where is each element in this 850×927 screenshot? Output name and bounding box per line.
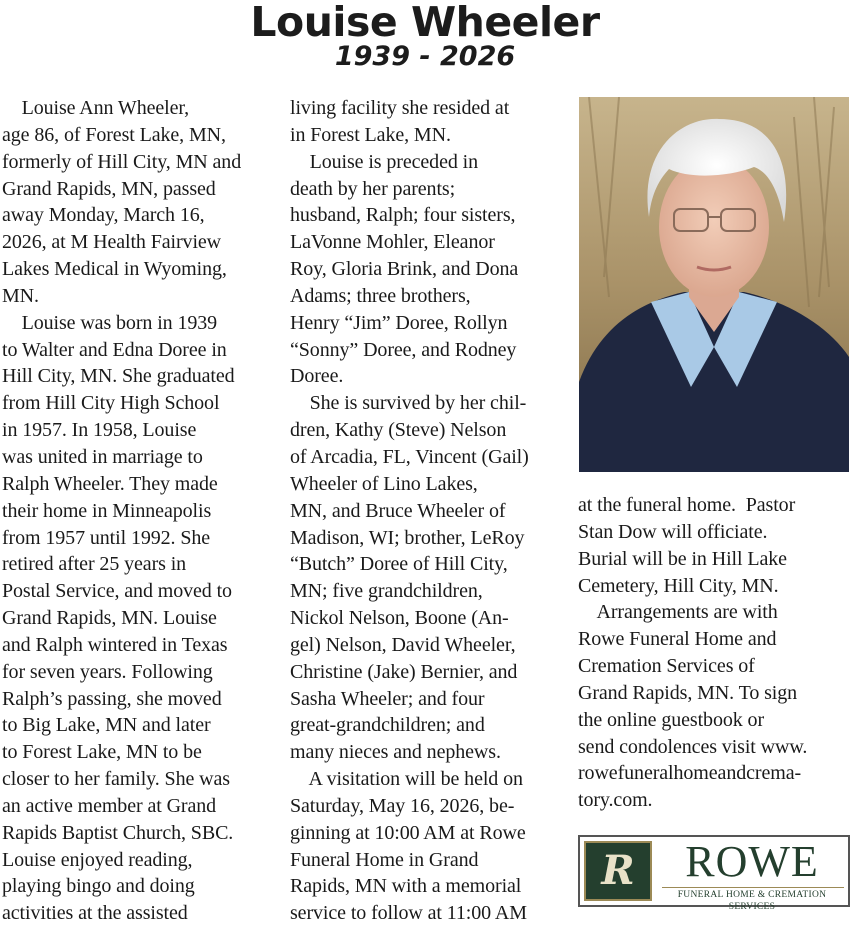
obituary-name: Louise Wheeler (250, 0, 600, 46)
logo-tagline: FUNERAL HOME & CREMATION SERVICES (677, 890, 827, 912)
body-column-3: at the funeral home. Pastor Stan Dow will officiate. Burial will be in Hill Lake Cemetery, Hill City, MN. Arrangements are with Rowe Funeral Home and Cremation Services of Grand Rapids, MN. To sign the online guestbook or send condolences visit www. rowefuneralhomeandcrema- tory.com. (578, 494, 808, 812)
body-column-1: Louise Ann Wheeler, age 86, of Forest Lake, MN, formerly of Hill City, MN and Grand Rapids, MN, passed away Monday, March 16, 2026, at M Health Fairview Lakes Medical in Wyoming, MN. Louise was born in 1939 to Walter and Edna Doree in Hill City, MN. She graduated from Hill City High School in 1957. In 1958, Louise was united in marriage to Ralph Wheeler. They made their home in Minneapolis from 1957 until 1992. She retired after 25 years in Postal Service, and moved to Grand Rapids, MN. Louise and Ralph wintered in Texas for seven years. Following Ralph’s passing, she moved to Big Lake, MN and later to Forest Lake, MN to be closer to her family. She was an active member at Grand Rapids Baptist Church, SBC. Louise enjoyed reading, playing bingo and doing activities at the assisted (2, 97, 242, 925)
body-column-2: living facility she resided at in Forest Lake, MN. Louise is preceded in death by her parents; husband, Ralph; four sisters, LaVonne Mohler, Eleanor Roy, Gloria Brink, and Dona Adams; three brothers, Henry “Jim” Doree, Rollyn “Sonny” Doree, and Rodney Doree. She is survived by her chil- dren, Kathy (Steve) Nelson of Arcadia, FL, Vincent (Gail) Wheeler of Lino Lakes, MN, and Bruce Wheeler of Madison, WI; brother, LeRoy “Butch” Doree of Hill City, MN; five grandchildren, Nickol Nelson, Boone (An- gel) Nelson, David Wheeler, Christine (Jake) Bernier, and Sasha Wheeler; and four great-grandchildren; and many nieces and nephews. A visitation will be held on Saturday, May 16, 2026, be- ginning at 10:00 AM at Rowe Funeral Home in Grand Rapids, MN with a memorial service to follow at 11:00 AM (290, 97, 529, 925)
portrait-photo (579, 97, 849, 472)
funeral-home-logo (578, 835, 850, 912)
logo-divider (662, 887, 844, 888)
logo-letter: R (601, 847, 635, 894)
obituary-dates: 1939 - 2026 (334, 41, 516, 72)
logo-monogram (584, 841, 652, 901)
logo-name: ROWE (685, 837, 819, 886)
